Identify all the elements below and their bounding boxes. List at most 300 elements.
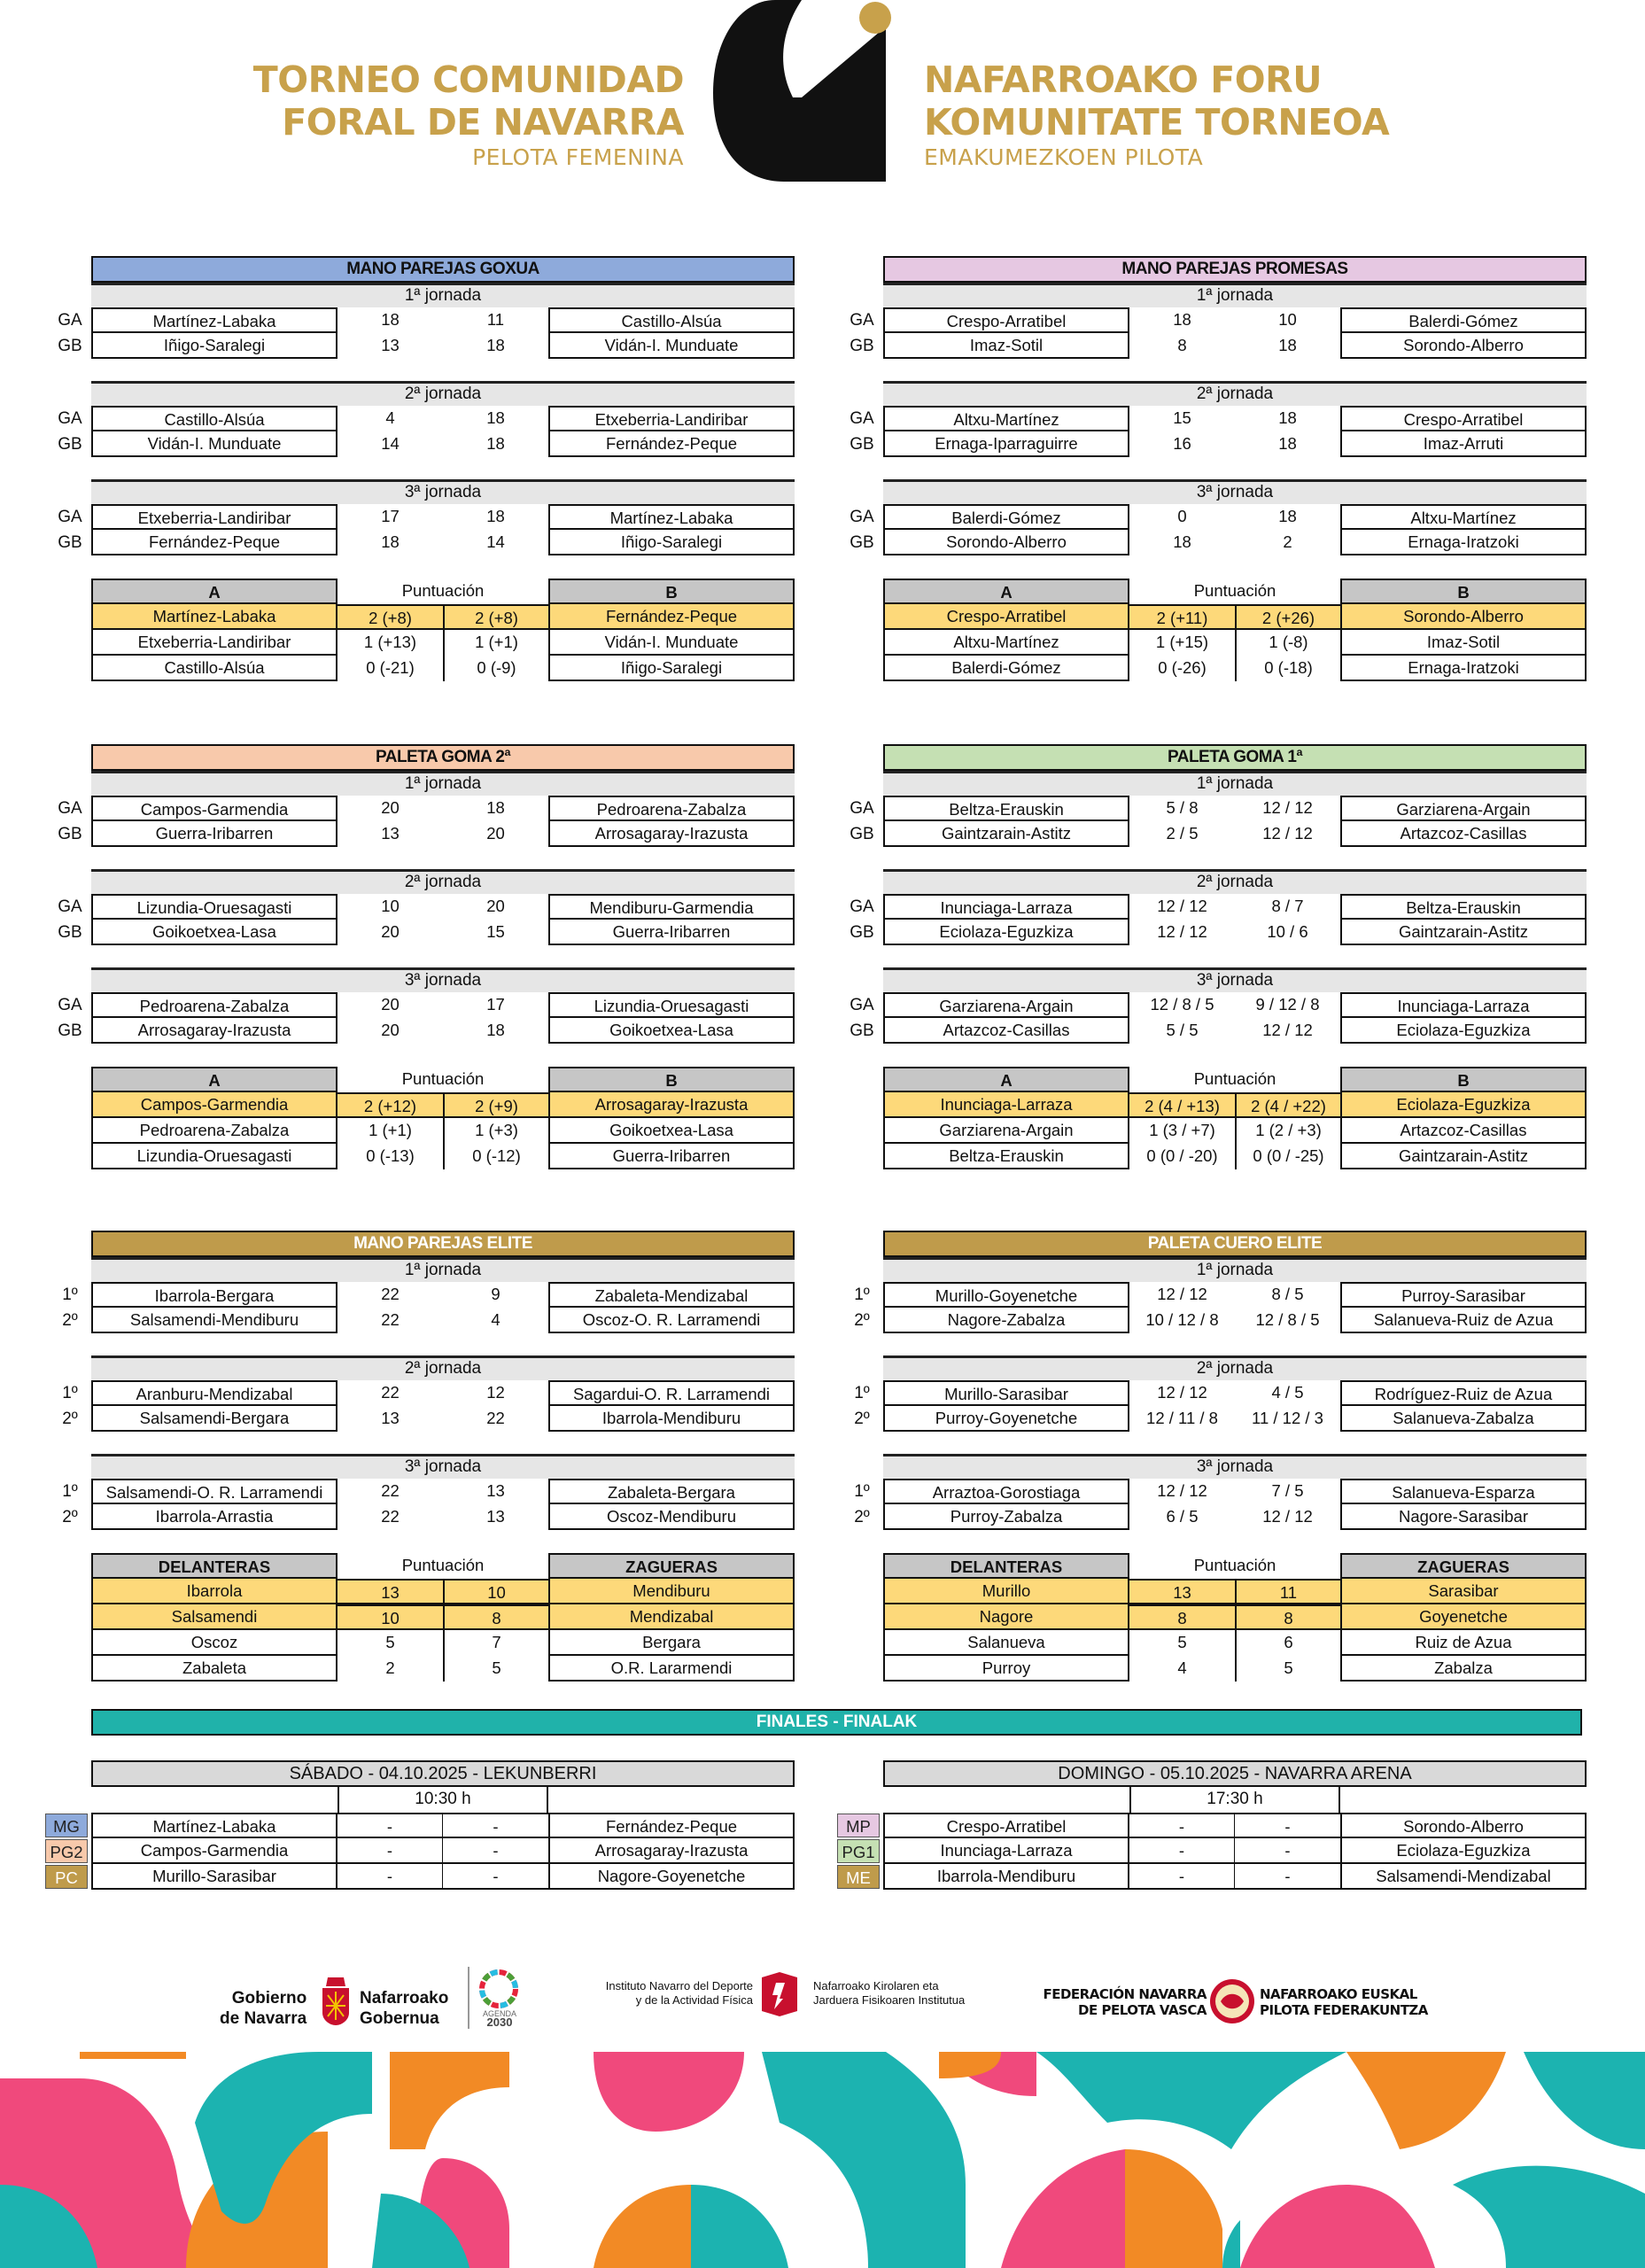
ind-logo-icon bbox=[758, 1972, 801, 2016]
team-a: Nagore bbox=[883, 1604, 1129, 1630]
score-b: 12 / 12 bbox=[1262, 824, 1313, 843]
points-a: 13 bbox=[338, 1579, 443, 1604]
points-a: 1 (+15) bbox=[1155, 633, 1209, 651]
standings-row bbox=[883, 1118, 1587, 1144]
col-a-header: DELANTERAS bbox=[883, 1553, 1129, 1579]
points-b: 1 (+3) bbox=[443, 1118, 548, 1144]
score-b: 8 / 7 bbox=[1271, 897, 1304, 915]
title-eu-line2: KOMUNITATE TORNEOA bbox=[924, 101, 1390, 144]
points-b: 0 (0 / -25) bbox=[1235, 1144, 1340, 1169]
team-b: Artazcoz-Casillas bbox=[1340, 821, 1587, 847]
col-a-header: A bbox=[883, 1067, 1129, 1092]
points-a: 8 bbox=[1129, 1604, 1235, 1630]
col-a-header: DELANTERAS bbox=[91, 1553, 338, 1579]
team-b: Altxu-Martínez bbox=[1340, 504, 1587, 530]
team-a: Balerdi-Gómez bbox=[883, 504, 1129, 530]
team-b: Arrosagaray-Irazusta bbox=[548, 821, 795, 847]
match-row bbox=[58, 1018, 795, 1044]
decorative-pattern bbox=[0, 2052, 1645, 2268]
score-a: - bbox=[338, 1864, 443, 1890]
col-a-header: A bbox=[883, 579, 1129, 604]
match-row bbox=[58, 992, 795, 1018]
team-b: Eciolaza-Eguzkiza bbox=[1340, 1092, 1587, 1118]
score-a: 13 bbox=[381, 336, 400, 354]
team-b: Castillo-Alsúa bbox=[548, 307, 795, 333]
team-b: Nagore-Goyenetche bbox=[548, 1864, 795, 1890]
ind-es: Instituto Navarro del Deporte y de la Actividad Física bbox=[605, 1979, 753, 2007]
team-a: Sorondo-Alberro bbox=[883, 530, 1129, 555]
team-a: Ernaga-Iparraguirre bbox=[883, 431, 1129, 457]
team-b: Etxeberria-Landiribar bbox=[548, 406, 795, 431]
match-row bbox=[854, 1504, 1587, 1530]
jornada-label: 3ª jornada bbox=[883, 967, 1587, 992]
points-a: 2 (+11) bbox=[1129, 604, 1235, 630]
standings-table bbox=[883, 1067, 1587, 1169]
match-row bbox=[58, 406, 795, 431]
points-b: 2 (+9) bbox=[443, 1092, 548, 1118]
score-b: 10 / 6 bbox=[1267, 922, 1308, 941]
score-a: 22 bbox=[381, 1310, 400, 1329]
score-b: - bbox=[443, 1838, 548, 1864]
team-a: Goikoetxea-Lasa bbox=[91, 920, 338, 945]
points-b: 2 (+8) bbox=[443, 604, 548, 630]
team-b: Sorondo-Alberro bbox=[1340, 1813, 1587, 1838]
score-a: 22 bbox=[381, 1383, 400, 1402]
match-row bbox=[62, 1380, 795, 1406]
jornada-label: 1ª jornada bbox=[883, 771, 1587, 796]
team-a: Eciolaza-Eguzkiza bbox=[883, 920, 1129, 945]
match-row bbox=[62, 1406, 795, 1432]
team-b: Sorondo-Alberro bbox=[1340, 604, 1587, 630]
section-title: PALETA GOMA 1ª bbox=[883, 744, 1587, 771]
match-row bbox=[58, 894, 795, 920]
team-a: Oscoz bbox=[91, 1630, 338, 1656]
standings-row bbox=[91, 1118, 795, 1144]
team-a: Campos-Garmendia bbox=[91, 1838, 338, 1864]
jornada-label: 2ª jornada bbox=[91, 869, 795, 894]
score-a: - bbox=[338, 1813, 443, 1838]
score-a: 22 bbox=[381, 1507, 400, 1526]
team-b: Imaz-Arruti bbox=[1340, 431, 1587, 457]
team-a: Crespo-Arratibel bbox=[883, 307, 1129, 333]
team-b: Iñigo-Saralegi bbox=[548, 530, 795, 555]
team-b: Ibarrola-Mendiburu bbox=[548, 1406, 795, 1432]
group-label: GB bbox=[58, 533, 82, 552]
group-label: 1º bbox=[62, 1482, 78, 1501]
team-b: Rodríguez-Ruiz de Azua bbox=[1340, 1380, 1587, 1406]
section-5 bbox=[854, 1231, 1587, 1682]
points-a: 2 (+8) bbox=[338, 604, 443, 630]
score-a: 18 bbox=[381, 310, 400, 329]
team-b: Artazcoz-Casillas bbox=[1340, 1118, 1587, 1144]
ind-eu: Nafarroako Kirolaren eta Jarduera Fisikoaren Institutua bbox=[813, 1979, 966, 2007]
jornada-label: 1ª jornada bbox=[91, 771, 795, 796]
score-b: 9 / 12 / 8 bbox=[1255, 995, 1320, 1014]
team-b: Sarasibar bbox=[1340, 1579, 1587, 1604]
standings-table bbox=[883, 1553, 1587, 1682]
match-row bbox=[850, 431, 1587, 457]
team-b: Garziarena-Argain bbox=[1340, 796, 1587, 821]
group-label: GA bbox=[58, 897, 82, 916]
group-label: GB bbox=[850, 825, 874, 843]
team-b: Beltza-Erauskin bbox=[1340, 894, 1587, 920]
score-a: 20 bbox=[381, 995, 400, 1014]
team-b: Lizundia-Oruesagasti bbox=[548, 992, 795, 1018]
score-a: - bbox=[1129, 1864, 1235, 1890]
team-a: Salsamendi-Bergara bbox=[91, 1406, 338, 1432]
match-row bbox=[58, 504, 795, 530]
points-b: 6 bbox=[1235, 1630, 1340, 1656]
team-a: Martínez-Labaka bbox=[91, 1813, 338, 1838]
standings-row bbox=[883, 1656, 1587, 1682]
category-tag: PC bbox=[45, 1865, 88, 1889]
match-row bbox=[62, 1282, 795, 1308]
score-a: 5 / 8 bbox=[1166, 798, 1199, 817]
team-b: Salanueva-Zabalza bbox=[1340, 1406, 1587, 1432]
score-b: 18 bbox=[1278, 507, 1297, 525]
tournament-logo-icon bbox=[713, 0, 912, 182]
points-b: 0 (-9) bbox=[443, 656, 548, 681]
team-a: Vidán-I. Munduate bbox=[91, 431, 338, 457]
team-b: Salanueva-Esparza bbox=[1340, 1479, 1587, 1504]
gov-es: Gobierno de Navarra bbox=[220, 1989, 307, 2028]
col-points-header: Puntuación bbox=[1193, 1556, 1276, 1574]
group-label: GB bbox=[58, 435, 82, 454]
group-label: 2º bbox=[854, 1410, 870, 1428]
standings-row bbox=[883, 1604, 1587, 1630]
score-b: 18 bbox=[1278, 336, 1297, 354]
points-a: 0 (-13) bbox=[366, 1146, 415, 1165]
final-day-0 bbox=[50, 1760, 795, 1890]
title-basque bbox=[924, 58, 1389, 172]
score-a: 12 / 12 bbox=[1157, 1383, 1207, 1402]
gov-eu: Nafarroako Gobernua bbox=[360, 1989, 449, 2028]
points-b: 0 (-12) bbox=[443, 1144, 548, 1169]
score-a: 12 / 11 / 8 bbox=[1146, 1409, 1218, 1427]
standings-row bbox=[883, 1579, 1587, 1604]
section-title: MANO PAREJAS ELITE bbox=[91, 1231, 795, 1257]
score-b: 13 bbox=[486, 1481, 505, 1500]
team-b: Salsamendi-Mendizabal bbox=[1340, 1864, 1587, 1890]
col-points-header: Puntuación bbox=[1193, 581, 1276, 600]
points-b: 11 bbox=[1235, 1579, 1340, 1604]
match-row bbox=[850, 307, 1587, 333]
col-points-header: Puntuación bbox=[401, 1556, 485, 1574]
jornada-label: 1ª jornada bbox=[91, 283, 795, 307]
score-a: 13 bbox=[381, 1409, 400, 1427]
score-b: 18 bbox=[1278, 434, 1297, 453]
title-es-line2: FORAL DE NAVARRA bbox=[282, 101, 684, 144]
team-a: Murillo-Sarasibar bbox=[883, 1380, 1129, 1406]
team-b: Goikoetxea-Lasa bbox=[548, 1118, 795, 1144]
team-a: Gaintzarain-Astitz bbox=[883, 821, 1129, 847]
jornada-label: 2ª jornada bbox=[883, 869, 1587, 894]
group-label: GA bbox=[58, 508, 82, 526]
score-b: 4 bbox=[491, 1310, 500, 1329]
standings-row bbox=[91, 1092, 795, 1118]
score-a: 8 bbox=[1177, 336, 1187, 354]
team-a: Ibarrola-Bergara bbox=[91, 1282, 338, 1308]
team-b: Iñigo-Saralegi bbox=[548, 656, 795, 681]
score-b: 18 bbox=[486, 408, 505, 427]
score-a: 12 / 12 bbox=[1157, 1285, 1207, 1303]
col-b-header: B bbox=[1340, 1067, 1587, 1092]
score-b: 20 bbox=[486, 824, 505, 843]
team-b: Pedroarena-Zabalza bbox=[548, 796, 795, 821]
score-a: 18 bbox=[1173, 310, 1191, 329]
team-b: Balerdi-Gómez bbox=[1340, 307, 1587, 333]
team-b: Ruiz de Azua bbox=[1340, 1630, 1587, 1656]
score-a: 14 bbox=[381, 434, 400, 453]
group-label: GB bbox=[58, 923, 82, 942]
team-b: Arrosagaray-Irazusta bbox=[548, 1838, 795, 1864]
score-b: - bbox=[443, 1813, 548, 1838]
team-b: Imaz-Sotil bbox=[1340, 630, 1587, 656]
final-time: 17:30 h bbox=[1129, 1787, 1340, 1813]
group-label: GB bbox=[850, 337, 874, 355]
team-b: Oscoz-O. R. Larramendi bbox=[548, 1308, 795, 1333]
score-b: 11 / 12 / 3 bbox=[1252, 1409, 1323, 1427]
team-a: Pedroarena-Zabalza bbox=[91, 1118, 338, 1144]
match-row bbox=[62, 1504, 795, 1530]
team-b: Gaintzarain-Astitz bbox=[1340, 1144, 1587, 1169]
team-a: Salanueva bbox=[883, 1630, 1129, 1656]
team-b: Goikoetxea-Lasa bbox=[548, 1018, 795, 1044]
standings-header bbox=[91, 1553, 795, 1579]
group-label: GA bbox=[850, 409, 874, 428]
group-label: GA bbox=[850, 897, 874, 916]
score-a: 12 / 12 bbox=[1157, 922, 1207, 941]
score-a: 12 / 12 bbox=[1157, 897, 1207, 915]
standings-row bbox=[91, 1579, 795, 1604]
team-b: Fernández-Peque bbox=[548, 431, 795, 457]
score-a: 17 bbox=[381, 507, 400, 525]
team-a: Etxeberria-Landiribar bbox=[91, 504, 338, 530]
points-a: 2 (+12) bbox=[338, 1092, 443, 1118]
group-label: 1º bbox=[62, 1285, 78, 1304]
team-b: Purroy-Sarasibar bbox=[1340, 1282, 1587, 1308]
jornada-label: 2ª jornada bbox=[883, 1355, 1587, 1380]
group-label: GB bbox=[850, 923, 874, 942]
score-b: - bbox=[1235, 1838, 1340, 1864]
points-b: 1 (-8) bbox=[1235, 630, 1340, 656]
team-b: Gaintzarain-Astitz bbox=[1340, 920, 1587, 945]
team-b: Fernández-Peque bbox=[548, 1813, 795, 1838]
team-a: Altxu-Martínez bbox=[883, 406, 1129, 431]
score-b: 12 / 12 bbox=[1262, 1021, 1313, 1039]
group-label: 1º bbox=[854, 1482, 870, 1501]
team-a: Iñigo-Saralegi bbox=[91, 333, 338, 359]
match-row bbox=[850, 504, 1587, 530]
score-a: 20 bbox=[381, 798, 400, 817]
navarra-shield-icon bbox=[319, 1976, 353, 2027]
score-a: 22 bbox=[381, 1481, 400, 1500]
match-row bbox=[850, 894, 1587, 920]
score-b: - bbox=[443, 1864, 548, 1890]
team-b: Fernández-Peque bbox=[548, 604, 795, 630]
match-row bbox=[58, 920, 795, 945]
section-0 bbox=[58, 256, 795, 681]
score-b: 12 / 12 bbox=[1262, 1507, 1313, 1526]
col-b-header: ZAGUERAS bbox=[548, 1553, 795, 1579]
group-label: GB bbox=[850, 435, 874, 454]
score-b: 18 bbox=[486, 507, 505, 525]
standings-row bbox=[883, 630, 1587, 656]
standings-header bbox=[91, 579, 795, 604]
team-b: Crespo-Arratibel bbox=[1340, 406, 1587, 431]
category-tag: PG2 bbox=[45, 1839, 88, 1863]
fed-eu: NAFARROAKO EUSKAL PILOTA FEDERAKUNTZA bbox=[1260, 1986, 1428, 2018]
team-a: Guerra-Iribarren bbox=[91, 821, 338, 847]
points-a: 5 bbox=[385, 1633, 395, 1651]
match-row bbox=[58, 530, 795, 555]
category-tag: MP bbox=[837, 1814, 880, 1837]
points-a: 13 bbox=[1129, 1579, 1235, 1604]
team-b: Inunciaga-Larraza bbox=[1340, 992, 1587, 1018]
score-b: 7 / 5 bbox=[1271, 1481, 1304, 1500]
team-b: Zabaleta-Mendizabal bbox=[548, 1282, 795, 1308]
team-a: Balerdi-Gómez bbox=[883, 656, 1129, 681]
score-b: 18 bbox=[1278, 408, 1297, 427]
team-a: Crespo-Arratibel bbox=[883, 604, 1129, 630]
points-b: 8 bbox=[1235, 1604, 1340, 1630]
jornada-label: 1ª jornada bbox=[883, 283, 1587, 307]
score-b: 8 / 5 bbox=[1271, 1285, 1304, 1303]
group-label: GB bbox=[850, 533, 874, 552]
match-row bbox=[850, 406, 1587, 431]
points-b: 0 (-18) bbox=[1235, 656, 1340, 681]
jornada-label: 2ª jornada bbox=[91, 1355, 795, 1380]
team-b: Bergara bbox=[548, 1630, 795, 1656]
match-row bbox=[58, 796, 795, 821]
team-a: Fernández-Peque bbox=[91, 530, 338, 555]
team-b: Zabaleta-Bergara bbox=[548, 1479, 795, 1504]
points-b: 1 (+1) bbox=[443, 630, 548, 656]
final-day-label: SÁBADO - 04.10.2025 - LEKUNBERRI bbox=[91, 1760, 795, 1787]
score-b: 9 bbox=[491, 1285, 500, 1303]
team-a: Garziarena-Argain bbox=[883, 1118, 1129, 1144]
match-row bbox=[850, 333, 1587, 359]
points-a: 2 bbox=[385, 1658, 395, 1677]
points-b: 7 bbox=[443, 1630, 548, 1656]
team-a: Ibarrola-Arrastia bbox=[91, 1504, 338, 1530]
team-b: Eciolaza-Eguzkiza bbox=[1340, 1018, 1587, 1044]
finales-banner: FINALES - FINALAK bbox=[91, 1709, 1582, 1736]
score-a: 18 bbox=[381, 532, 400, 551]
team-a: Beltza-Erauskin bbox=[883, 796, 1129, 821]
team-a: Salsamendi-Mendiburu bbox=[91, 1308, 338, 1333]
team-a: Purroy bbox=[883, 1656, 1129, 1682]
score-b: 12 / 8 / 5 bbox=[1255, 1310, 1320, 1329]
team-b: Nagore-Sarasibar bbox=[1340, 1504, 1587, 1530]
section-4 bbox=[62, 1231, 795, 1682]
score-b: 12 bbox=[486, 1383, 505, 1402]
agenda-2030-icon bbox=[478, 1969, 519, 2009]
section-1 bbox=[850, 256, 1587, 681]
standings-row bbox=[91, 604, 795, 630]
team-b: Ernaga-Iratzoki bbox=[1340, 530, 1587, 555]
group-label: GB bbox=[58, 337, 82, 355]
team-a: Nagore-Zabalza bbox=[883, 1308, 1129, 1333]
title-spanish bbox=[253, 58, 684, 172]
team-b: Vidán-I. Munduate bbox=[548, 333, 795, 359]
group-label: 2º bbox=[62, 1410, 78, 1428]
agenda-label: AGENDA 2030 bbox=[482, 2009, 516, 2029]
standings-header bbox=[883, 1553, 1587, 1579]
final-row bbox=[50, 1838, 795, 1864]
team-a: Murillo-Goyenetche bbox=[883, 1282, 1129, 1308]
jornada-label: 3ª jornada bbox=[91, 967, 795, 992]
team-b: Martínez-Labaka bbox=[548, 504, 795, 530]
col-points-header: Puntuación bbox=[401, 581, 485, 600]
col-points-header: Puntuación bbox=[1193, 1069, 1276, 1088]
final-day-1 bbox=[842, 1760, 1587, 1890]
jornada-label: 3ª jornada bbox=[91, 479, 795, 504]
standings-row bbox=[883, 604, 1587, 630]
group-label: 2º bbox=[62, 1311, 78, 1330]
score-a: 22 bbox=[381, 1285, 400, 1303]
jornada-label: 3ª jornada bbox=[883, 1454, 1587, 1479]
standings-row bbox=[883, 1144, 1587, 1169]
team-a: Imaz-Sotil bbox=[883, 333, 1129, 359]
match-row bbox=[850, 1018, 1587, 1044]
group-label: GB bbox=[850, 1021, 874, 1040]
team-a: Arrosagaray-Irazusta bbox=[91, 1018, 338, 1044]
standings-table bbox=[883, 579, 1587, 681]
match-row bbox=[62, 1479, 795, 1504]
score-b: 14 bbox=[486, 532, 505, 551]
col-b-header: B bbox=[548, 579, 795, 604]
standings-row bbox=[91, 1604, 795, 1630]
points-a: 5 bbox=[1177, 1633, 1187, 1651]
team-b: Sagardui-O. R. Larramendi bbox=[548, 1380, 795, 1406]
match-row bbox=[854, 1282, 1587, 1308]
standings-row bbox=[91, 656, 795, 681]
score-b: - bbox=[1235, 1813, 1340, 1838]
score-b: 18 bbox=[486, 1021, 505, 1039]
match-row bbox=[58, 821, 795, 847]
section-title: MANO PAREJAS GOXUA bbox=[91, 256, 795, 283]
category-tag: PG1 bbox=[837, 1839, 880, 1863]
match-row bbox=[854, 1479, 1587, 1504]
points-a: 1 (+1) bbox=[369, 1121, 412, 1139]
score-b: 18 bbox=[486, 798, 505, 817]
score-b: 2 bbox=[1283, 532, 1292, 551]
standings-row bbox=[91, 1656, 795, 1682]
team-a: Castillo-Alsúa bbox=[91, 406, 338, 431]
points-b: 5 bbox=[443, 1656, 548, 1682]
team-a: Campos-Garmendia bbox=[91, 796, 338, 821]
score-b: 20 bbox=[486, 897, 505, 915]
score-b: 18 bbox=[486, 336, 505, 354]
final-row bbox=[842, 1838, 1587, 1864]
points-a: 0 (-21) bbox=[366, 658, 415, 677]
group-label: GA bbox=[58, 409, 82, 428]
standings-header bbox=[883, 579, 1587, 604]
team-a: Salsamendi bbox=[91, 1604, 338, 1630]
col-a-header: A bbox=[91, 579, 338, 604]
points-a: 10 bbox=[338, 1604, 443, 1630]
title-eu-line1: NAFARROAKO FORU bbox=[924, 58, 1322, 101]
team-a: Lizundia-Oruesagasti bbox=[91, 1144, 338, 1169]
col-points-header: Puntuación bbox=[401, 1069, 485, 1088]
team-a: Zabaleta bbox=[91, 1656, 338, 1682]
jornada-label: 3ª jornada bbox=[91, 1454, 795, 1479]
score-a: 4 bbox=[385, 408, 395, 427]
team-a: Purroy-Zabalza bbox=[883, 1504, 1129, 1530]
group-label: 2º bbox=[854, 1508, 870, 1526]
jornada-label: 2ª jornada bbox=[883, 381, 1587, 406]
